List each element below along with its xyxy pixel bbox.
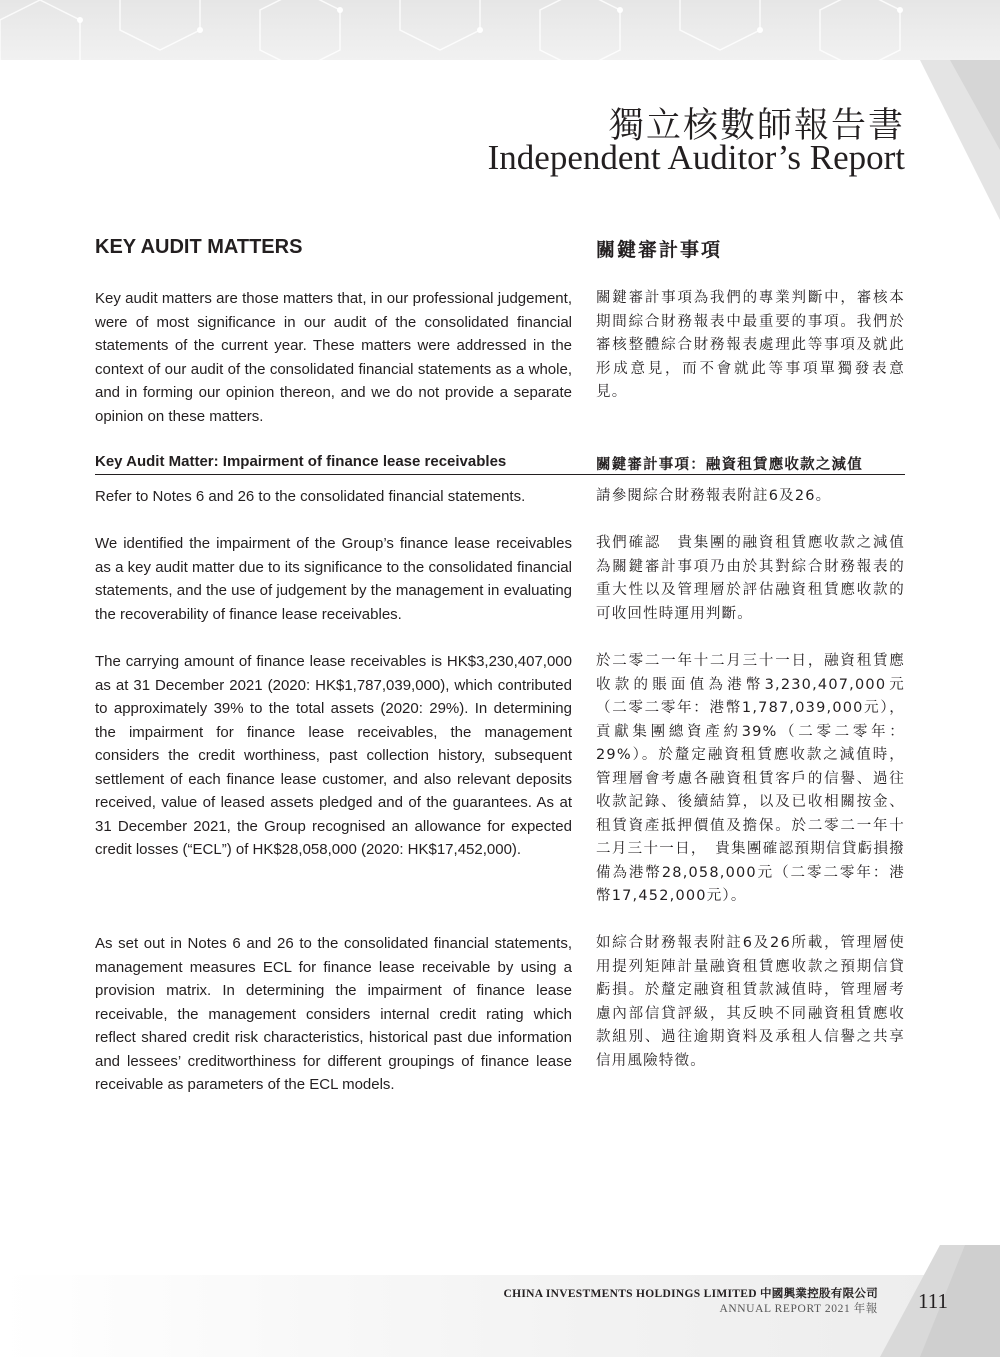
intro-paragraph-zh: 關鍵審計事項為我們的專業判斷中，審核本期間綜合財務報表中最重要的事項。我們於審核整體綜合財務報表處理此等事項及就此形成意見，而不會就此等事項單獨發表意見。 <box>596 290 905 400</box>
matter-paragraph-1-zh: 請參閱綜合財務報表附註6及26。 <box>596 488 832 504</box>
corner-fold-decoration <box>920 60 1000 220</box>
matter-subheading-en: Key Audit Matter: Impairment of finance lease receivables <box>95 453 507 470</box>
matter-paragraph-2-zh: 我們確認 貴集團的融資租賃應收款之減值為關鍵審計事項乃由於其對綜合財務報表的重大性以及管理層於評估融資租賃應收款的可收回性時運用判斷。 <box>596 535 905 622</box>
matter-paragraph-1-en: Refer to Notes 6 and 26 to the consolidated financial statements. <box>95 488 526 505</box>
page-number: 111 <box>918 1289 948 1313</box>
hexagon-pattern-icon <box>0 0 1000 60</box>
footer-company-name: CHINA INVESTMENTS HOLDINGS LIMITED 中國興業控股有限公司 <box>503 1288 878 1300</box>
footer-report-title: ANNUAL REPORT 2021 年報 <box>719 1303 878 1315</box>
matter-paragraph-4-en: As set out in Notes 6 and 26 to the consolidated financial statements, management measures ECL for finance lease receivable by using a provision matrix. In determining the impairment of finance lease receivable, the management considers internal credit rating which reflect shared credit risk characteristics, historical past due information and lessees’ creditworthiness for different groupings of finance lease receivable as parameters of the ECL models. <box>95 935 572 1093</box>
matter-subheading-zh: 關鍵審計事項：融資租賃應收款之減值 <box>596 457 863 473</box>
intro-paragraph-en: Key audit matters are those matters that, in our professional judgement, were of most significance in our audit of the consolidated financial statements of the current year. These matters were addressed in the context of our audit of the consolidated financial statements as a whole, and in forming our opinion thereon, and we do not provide a separate opinion on these matters. <box>95 290 572 425</box>
matter-paragraph-2-en: We identified the impairment of the Group’s finance lease receivables as a key audit matter due to its significance to the consolidated financial statements, and the use of judgement by the management in evaluating the recoverability of finance lease receivables. <box>95 535 572 623</box>
matter-paragraph-3-zh: 於二零二一年十二月三十一日，融資租賃應收款的賬面值為港幣3,230,407,000元（二零二零年：港幣1,787,039,000元），貢獻集團總資產約39%（二零二零年：29%）。於釐定融資租賃應收款之減值時，管理層會考慮各融資租賃客戶的信譽、過往收款記錄、後續結算，以及已收相關按金、租賃資產抵押價值及擔保。於二零二一年十二月三十一日， 貴集團確認預期信貸虧損撥備為港幣28,058,000元（二零二零年：港幣17,452,000元）。 <box>596 653 905 904</box>
matter-paragraph-4-zh: 如綜合財務報表附註6及26所載，管理層使用提列矩陣計量融資租賃應收款之預期信貸虧損。於釐定融資租賃款減值時，管理層考慮內部信貸評級，其反映不同融資租賃應收款組別、過往逾期資料及承租人信譽之共享信用風險特徵。 <box>596 935 905 1069</box>
matter-paragraph-3-en: The carrying amount of finance lease receivables is HK$3,230,407,000 as at 31 December 2021 (2020: HK$1,787,039,000), which contributed to approximately 39% to the total assets (2020: 29%). In determining the impairment for finance lease receivables, the management considers the credit worthiness, past collection history, subsequent settlement of each finance lease customer, and also relevant deposits received, value of leased assets pledged and of the guarantees. As at 31 December 2021, the Group recognised an allowance for expected credit losses (“ECL”) of HK$28,058,000 (2020: HK$17,452,000). <box>95 653 572 858</box>
header-decoration <box>0 0 1000 60</box>
page-title-en: Independent Auditor’s Report <box>487 138 905 177</box>
section-heading-zh: 關鍵審計事項 <box>596 239 723 261</box>
subheading-divider <box>95 474 905 475</box>
section-heading-en: KEY AUDIT MATTERS <box>95 236 303 258</box>
page-title-zh: 獨立核數師報告書 <box>608 106 905 146</box>
